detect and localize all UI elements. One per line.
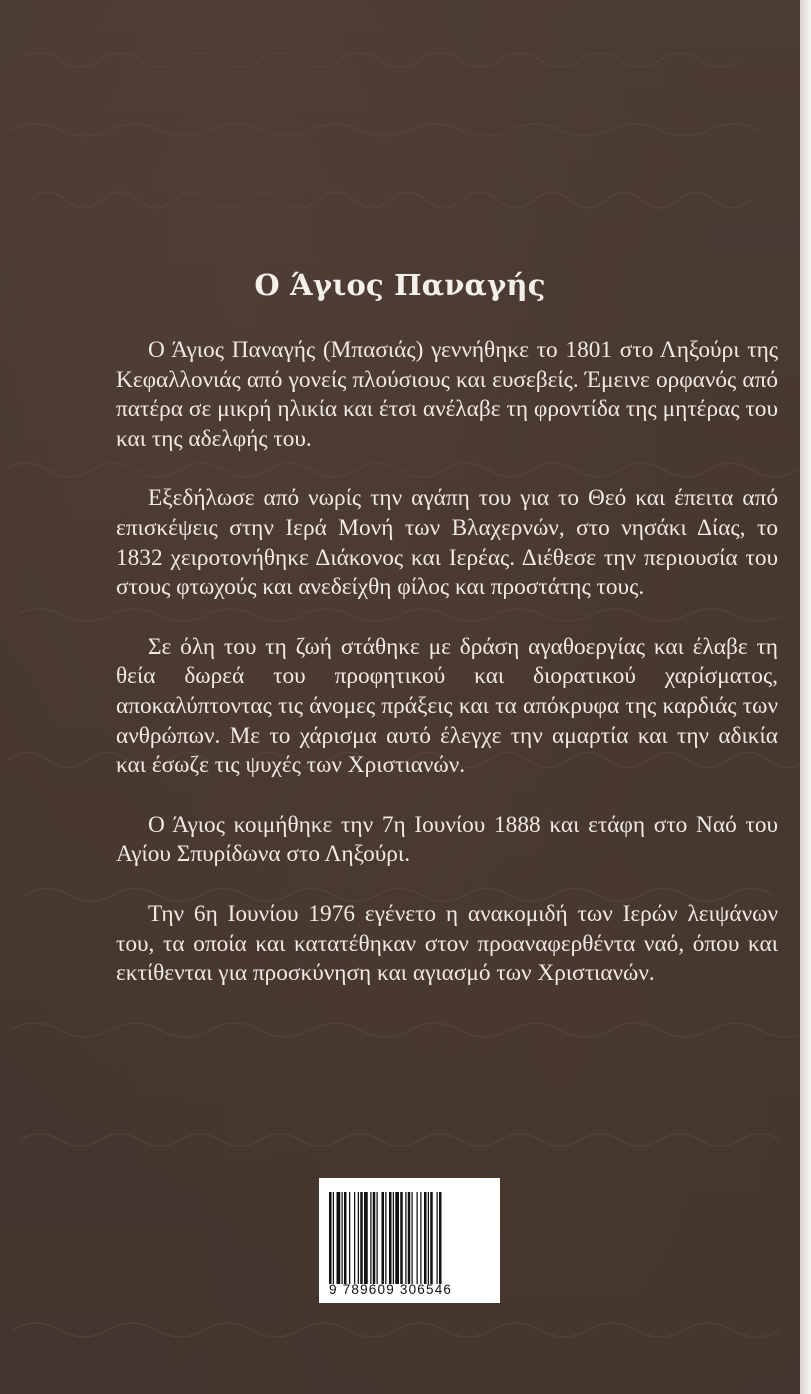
paragraph-ordination: Εξεδήλωσε από νωρίς την αγάπη του για το Θεό και έπειτα από επισκέψεις στην Ιερά Μονή των Βλαχερνών, στο νησάκι Δίας, το 1832 χειροτονήθηκε Διάκονος και Ιερέας. Διέθεσε την περιουσία του στους φτωχούς και ανεδείχθη φίλος και προστάτης τους. (116, 485, 778, 601)
page-edge (800, 0, 811, 1394)
paragraph-repose: Ο Άγιος κοιμήθηκε την 7η Ιουνίου 1888 και ετάφη στο Ναό του Αγίου Σπυρίδωνα στο Ληξούρι. (116, 811, 778, 868)
book-title: Ο Άγιος Παναγής (254, 268, 546, 302)
paragraph-relics: Την 6η Ιουνίου 1976 εγένετο η ανακομιδή των Ιερών λειψάνων του, τα οποία και κατατέθηκαν στον προαναφερθέντα ναό, όπου και εκτίθενται για προσκύνηση και αγιασμό των Χριστιανών. (116, 900, 778, 987)
paragraph-birth: Ο Άγιος Παναγής (Μπασιάς) γεννήθηκε το 1801 στο Ληξούρι της Κεφαλλονιάς από γονείς πλούσιους και ευσεβείς. Έμεινε ορφανός από πατέρα σε μικρή ηλικία και έτσι ανέλαβε τη φροντίδα της μητέρας του και της αδελφής του. (116, 337, 778, 452)
paragraph-charisma: Σε όλη του τη ζωή στάθηκε με δράση αγαθοεργίας και έλαβε τη θεία δωρεά του προφητικού και διορατικού χαρίσματος, αποκαλύπτοντας τις άνομες πράξεις και τα απόκρυφα της καρδιάς των ανθρώπων. Με το χάρισμα αυτό έλεγχε την αμαρτία και την αδικία και έσωζε τις ψυχές των Χριστιανών. (116, 633, 778, 779)
barcode-bars (329, 1192, 490, 1284)
synopsis-text (116, 336, 778, 1019)
barcode-number: 9 789609 306546 (329, 1282, 453, 1297)
isbn-barcode (319, 1178, 500, 1303)
